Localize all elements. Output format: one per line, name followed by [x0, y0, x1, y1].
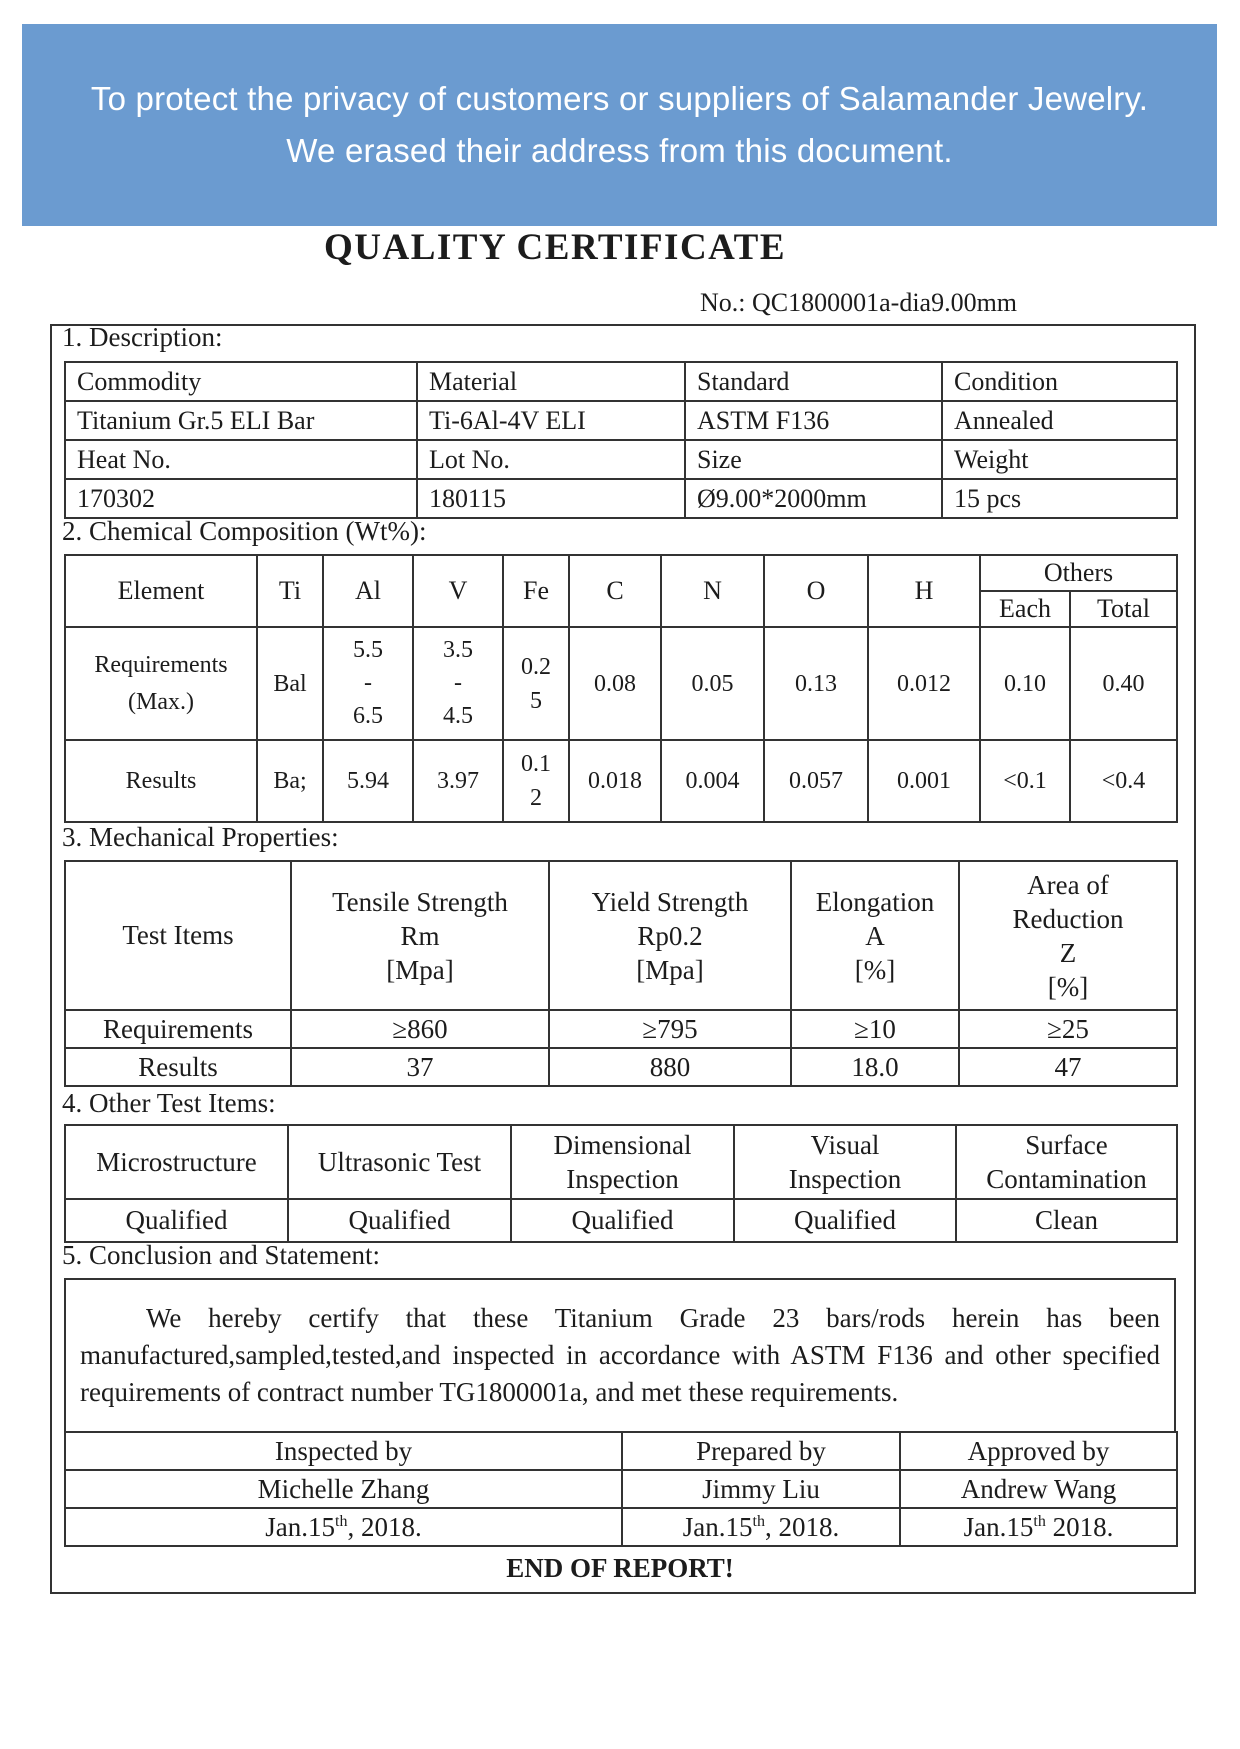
- section-chemical-heading: 2. Chemical Composition (Wt%):: [62, 516, 427, 546]
- mech-requirements-label: Requirements: [65, 1010, 291, 1048]
- requirement-ti: Bal: [257, 627, 323, 740]
- surface-contamination-value: Clean: [956, 1199, 1177, 1242]
- visual-inspection-header: Visual Inspection: [734, 1125, 956, 1199]
- requirement-c: 0.08: [569, 627, 661, 740]
- description-cell: Material: [417, 362, 685, 401]
- signature-role: Prepared by: [622, 1432, 900, 1470]
- others-each-header: Each: [980, 591, 1070, 627]
- ultrasonic-test-header: Ultrasonic Test: [288, 1125, 511, 1199]
- requirement-n: 0.05: [661, 627, 764, 740]
- results-label: Results: [65, 740, 257, 822]
- test-items-header: Test Items: [65, 861, 291, 1010]
- chemical-composition-table: [64, 554, 1178, 823]
- requirement-others-total: 0.40: [1070, 627, 1177, 740]
- description-cell: Annealed: [942, 401, 1177, 440]
- description-cell: Ø9.00*2000mm: [685, 479, 942, 518]
- requirement-v: 3.5 - 4.5: [413, 627, 503, 740]
- microstructure-header: Microstructure: [65, 1125, 288, 1199]
- end-of-report: END OF REPORT!: [506, 1553, 734, 1583]
- yield-strength-result: 880: [549, 1048, 791, 1086]
- signature-date: Jan.15th 2018.: [900, 1508, 1177, 1546]
- description-cell: 15 pcs: [942, 479, 1177, 518]
- element-header: Element: [65, 555, 257, 627]
- result-al: 5.94: [323, 740, 413, 822]
- result-c: 0.018: [569, 740, 661, 822]
- result-h: 0.001: [868, 740, 980, 822]
- signature-date: Jan.15th, 2018.: [65, 1508, 622, 1546]
- description-cell: Size: [685, 440, 942, 479]
- element-n: N: [661, 555, 764, 627]
- other-test-items-table: [64, 1124, 1178, 1243]
- elongation-header: Elongation A [%]: [791, 861, 959, 1010]
- description-cell: Ti-6Al-4V ELI: [417, 401, 685, 440]
- area-of-reduction-requirement: ≥25: [959, 1010, 1177, 1048]
- description-table: [64, 361, 1178, 519]
- requirement-fe: 0.2 5: [503, 627, 569, 740]
- result-o: 0.057: [764, 740, 868, 822]
- privacy-banner-line2: We erased their address from this document.: [286, 132, 953, 169]
- result-n: 0.004: [661, 740, 764, 822]
- signature-role: Inspected by: [65, 1432, 622, 1470]
- requirement-h: 0.012: [868, 627, 980, 740]
- surface-contamination-header: Surface Contamination: [956, 1125, 1177, 1199]
- description-cell: Commodity: [65, 362, 417, 401]
- dimensional-inspection-header: Dimensional Inspection: [511, 1125, 734, 1199]
- yield-strength-requirement: ≥795: [549, 1010, 791, 1048]
- description-cell: Lot No.: [417, 440, 685, 479]
- tensile-strength-requirement: ≥860: [291, 1010, 549, 1048]
- section-other-heading: 4. Other Test Items:: [62, 1088, 276, 1118]
- others-total-header: Total: [1070, 591, 1177, 627]
- signature-date: Jan.15th, 2018.: [622, 1508, 900, 1546]
- privacy-banner-line1: To protect the privacy of customers or suppliers of Salamander Jewelry.: [90, 80, 1149, 117]
- conclusion-statement: We hereby certify that these Titanium Grade 23 bars/rods herein has been manufactured,sampled,tested,and inspected in accordance with ASTM F136 and other specified requirements of contract number TG1800001a, and met these requirements.: [64, 1278, 1176, 1431]
- document-number: No.: QC1800001a-dia9.00mm: [700, 288, 1018, 317]
- mech-results-label: Results: [65, 1048, 291, 1086]
- element-c: C: [569, 555, 661, 627]
- result-fe: 0.1 2: [503, 740, 569, 822]
- description-cell: Titanium Gr.5 ELI Bar: [65, 401, 417, 440]
- result-v: 3.97: [413, 740, 503, 822]
- element-o: O: [764, 555, 868, 627]
- signature-name: Michelle Zhang: [65, 1470, 622, 1508]
- tensile-strength-result: 37: [291, 1048, 549, 1086]
- element-h: H: [868, 555, 980, 627]
- privacy-banner: [22, 24, 1217, 226]
- description-cell: Heat No.: [65, 440, 417, 479]
- requirement-others-each: 0.10: [980, 627, 1070, 740]
- dimensional-inspection-value: Qualified: [511, 1199, 734, 1242]
- yield-strength-header: Yield Strength Rp0.2 [Mpa]: [549, 861, 791, 1010]
- ultrasonic-test-value: Qualified: [288, 1199, 511, 1242]
- description-cell: Condition: [942, 362, 1177, 401]
- microstructure-value: Qualified: [65, 1199, 288, 1242]
- section-conclusion-heading: 5. Conclusion and Statement:: [62, 1240, 380, 1270]
- signatures-table: [64, 1431, 1178, 1547]
- element-ti: Ti: [257, 555, 323, 627]
- requirements-label: Requirements (Max.): [65, 627, 257, 740]
- signature-role: Approved by: [900, 1432, 1177, 1470]
- description-cell: Weight: [942, 440, 1177, 479]
- description-cell: ASTM F136: [685, 401, 942, 440]
- result-ti: Ba;: [257, 740, 323, 822]
- description-cell: 170302: [65, 479, 417, 518]
- signature-name: Andrew Wang: [900, 1470, 1177, 1508]
- certificate-title: QUALITY CERTIFICATE: [323, 227, 787, 268]
- signature-name: Jimmy Liu: [622, 1470, 900, 1508]
- visual-inspection-value: Qualified: [734, 1199, 956, 1242]
- area-of-reduction-header: Area of Reduction Z [%]: [959, 861, 1177, 1010]
- description-cell: Standard: [685, 362, 942, 401]
- description-cell: 180115: [417, 479, 685, 518]
- others-header: Others: [980, 555, 1177, 591]
- section-description-heading: 1. Description:: [62, 322, 223, 352]
- requirement-al: 5.5 - 6.5: [323, 627, 413, 740]
- element-al: Al: [323, 555, 413, 627]
- section-mechanical-heading: 3. Mechanical Properties:: [62, 822, 339, 852]
- elongation-result: 18.0: [791, 1048, 959, 1086]
- elongation-requirement: ≥10: [791, 1010, 959, 1048]
- tensile-strength-header: Tensile Strength Rm [Mpa]: [291, 861, 549, 1010]
- mechanical-properties-table: [64, 860, 1178, 1087]
- area-of-reduction-result: 47: [959, 1048, 1177, 1086]
- result-others-each: <0.1: [980, 740, 1070, 822]
- element-v: V: [413, 555, 503, 627]
- requirement-o: 0.13: [764, 627, 868, 740]
- element-fe: Fe: [503, 555, 569, 627]
- result-others-total: <0.4: [1070, 740, 1177, 822]
